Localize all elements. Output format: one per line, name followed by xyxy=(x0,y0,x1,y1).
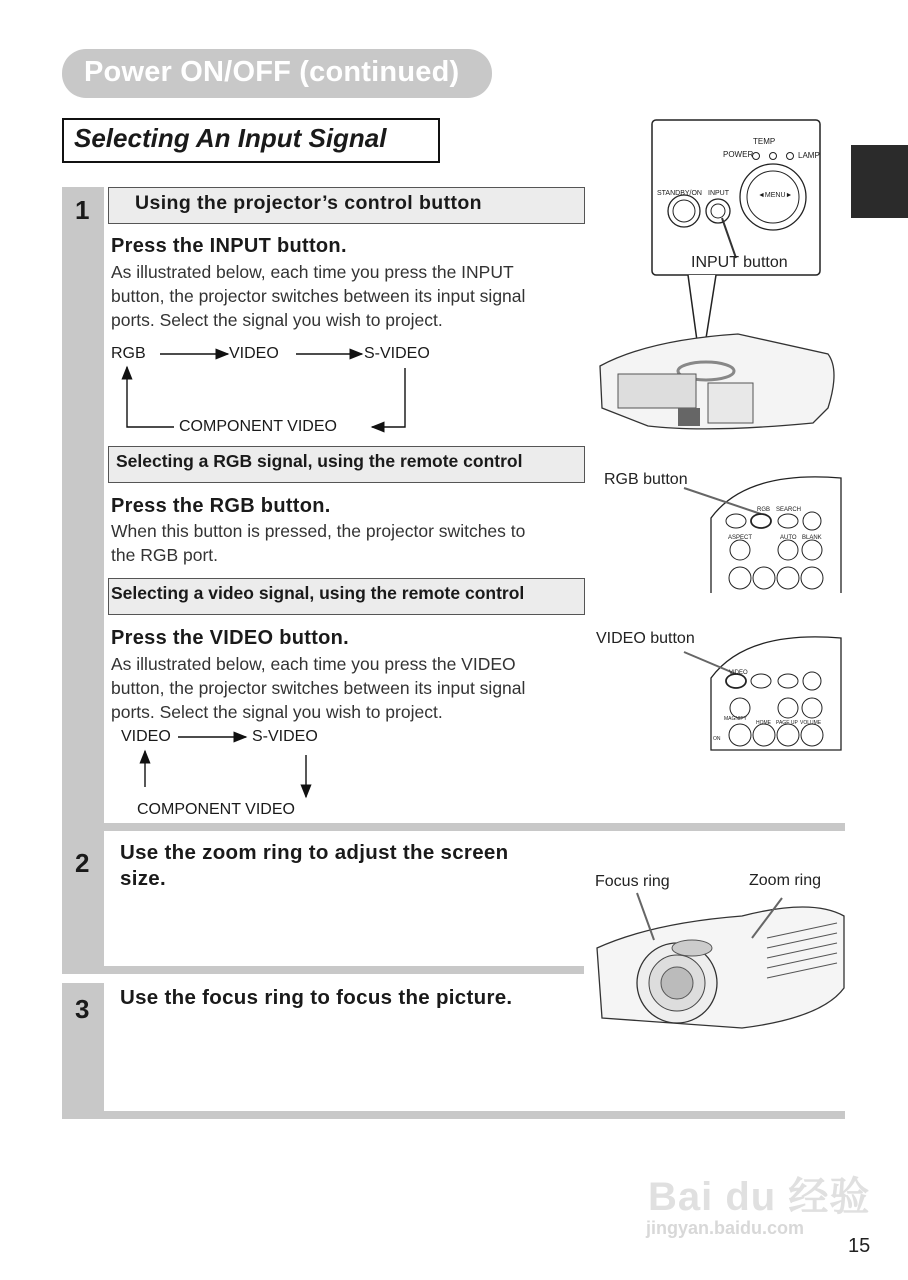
focus-ring-caption: Focus ring xyxy=(595,873,670,890)
vflow-svideo: S-VIDEO xyxy=(252,728,318,745)
menu-label: ◄MENU► xyxy=(758,192,793,199)
input-heading: Press the INPUT button. xyxy=(111,235,347,257)
remote-volume-label: VOLUME xyxy=(800,720,822,726)
remote-on-label: ON xyxy=(713,736,721,742)
vflow-component: COMPONENT VIDEO xyxy=(137,801,295,818)
rgb-button-caption: RGB button xyxy=(604,471,688,488)
chapter-tab xyxy=(851,145,908,218)
step-1-divider xyxy=(62,823,845,831)
input-button-caption: INPUT button xyxy=(691,254,788,271)
zoom-ring-caption: Zoom ring xyxy=(749,872,822,889)
control-button-box-title: Using the projector’s control button xyxy=(135,192,482,214)
step-2-divider xyxy=(62,966,584,974)
rgb-remote-figure xyxy=(596,468,846,593)
rgb-heading: Press the RGB button. xyxy=(111,495,331,517)
remote-magnify-label: MAGNIFY xyxy=(724,716,747,722)
step-2-title: Use the zoom ring to adjust the screen size. xyxy=(120,841,509,890)
step-3-number: 3 xyxy=(75,994,90,1024)
flow-video: VIDEO xyxy=(229,345,279,362)
lens-figure xyxy=(592,868,850,1043)
remote-pageup-label: PAGE UP xyxy=(776,720,798,726)
input-flow-arrows xyxy=(100,340,420,440)
input-body: As illustrated below, each time you press the INPUT button, the projector switches between its input signal ports. Select the signal you wish to project. xyxy=(111,262,526,330)
page-title: Power ON/OFF (continued) xyxy=(84,56,460,88)
video-body: As illustrated below, each time you press the VIDEO button, the projector switches between its input signal ports. Select the signal you wish to project. xyxy=(111,654,526,722)
step-2-number: 2 xyxy=(75,848,90,878)
watermark-url: jingyan.baidu.com xyxy=(646,1218,805,1238)
rgb-body: When this button is pressed, the projector switches to the RGB port. xyxy=(111,521,526,565)
remote-auto-label: AUTO xyxy=(780,535,797,541)
video-button-caption: VIDEO button xyxy=(596,630,695,647)
step-1-bar xyxy=(62,187,104,831)
remote-rgb-label: RGB xyxy=(757,507,771,513)
watermark-brand: Bai du 经验 xyxy=(648,1175,871,1219)
step-3-divider xyxy=(62,1111,845,1119)
remote-home-label: HOME xyxy=(756,720,771,726)
video-remote-box-title: Selecting a video signal, using the remote control xyxy=(111,583,525,603)
control-panel-figure xyxy=(588,118,850,453)
flow-rgb: RGB xyxy=(111,345,146,362)
vflow-video: VIDEO xyxy=(121,728,171,745)
video-remote-figure xyxy=(596,628,846,753)
flow-component: COMPONENT VIDEO xyxy=(179,418,337,435)
temp-label: TEMP xyxy=(753,137,776,146)
remote-aspect-label: ASPECT xyxy=(728,535,753,541)
step-3-title: Use the focus ring to focus the picture. xyxy=(120,986,513,1009)
page-number: 15 xyxy=(848,1235,871,1257)
video-flow-arrows xyxy=(110,725,330,805)
step-1-number: 1 xyxy=(75,195,90,225)
rgb-remote-box-title: Selecting a RGB signal, using the remote control xyxy=(116,451,523,471)
section-title: Selecting An Input Signal xyxy=(74,123,387,153)
input-label: INPUT xyxy=(708,190,729,197)
power-label: POWER xyxy=(723,150,754,159)
video-heading: Press the VIDEO button. xyxy=(111,627,350,649)
flow-svideo: S-VIDEO xyxy=(364,345,430,362)
remote-blank-label: BLANK xyxy=(802,535,822,541)
remote-search-label: SEARCH xyxy=(776,507,802,513)
remote-video-label: VIDEO xyxy=(729,670,748,676)
lamp-label: LAMP xyxy=(798,151,820,160)
standby-label: STANDBY/ON xyxy=(657,190,702,197)
